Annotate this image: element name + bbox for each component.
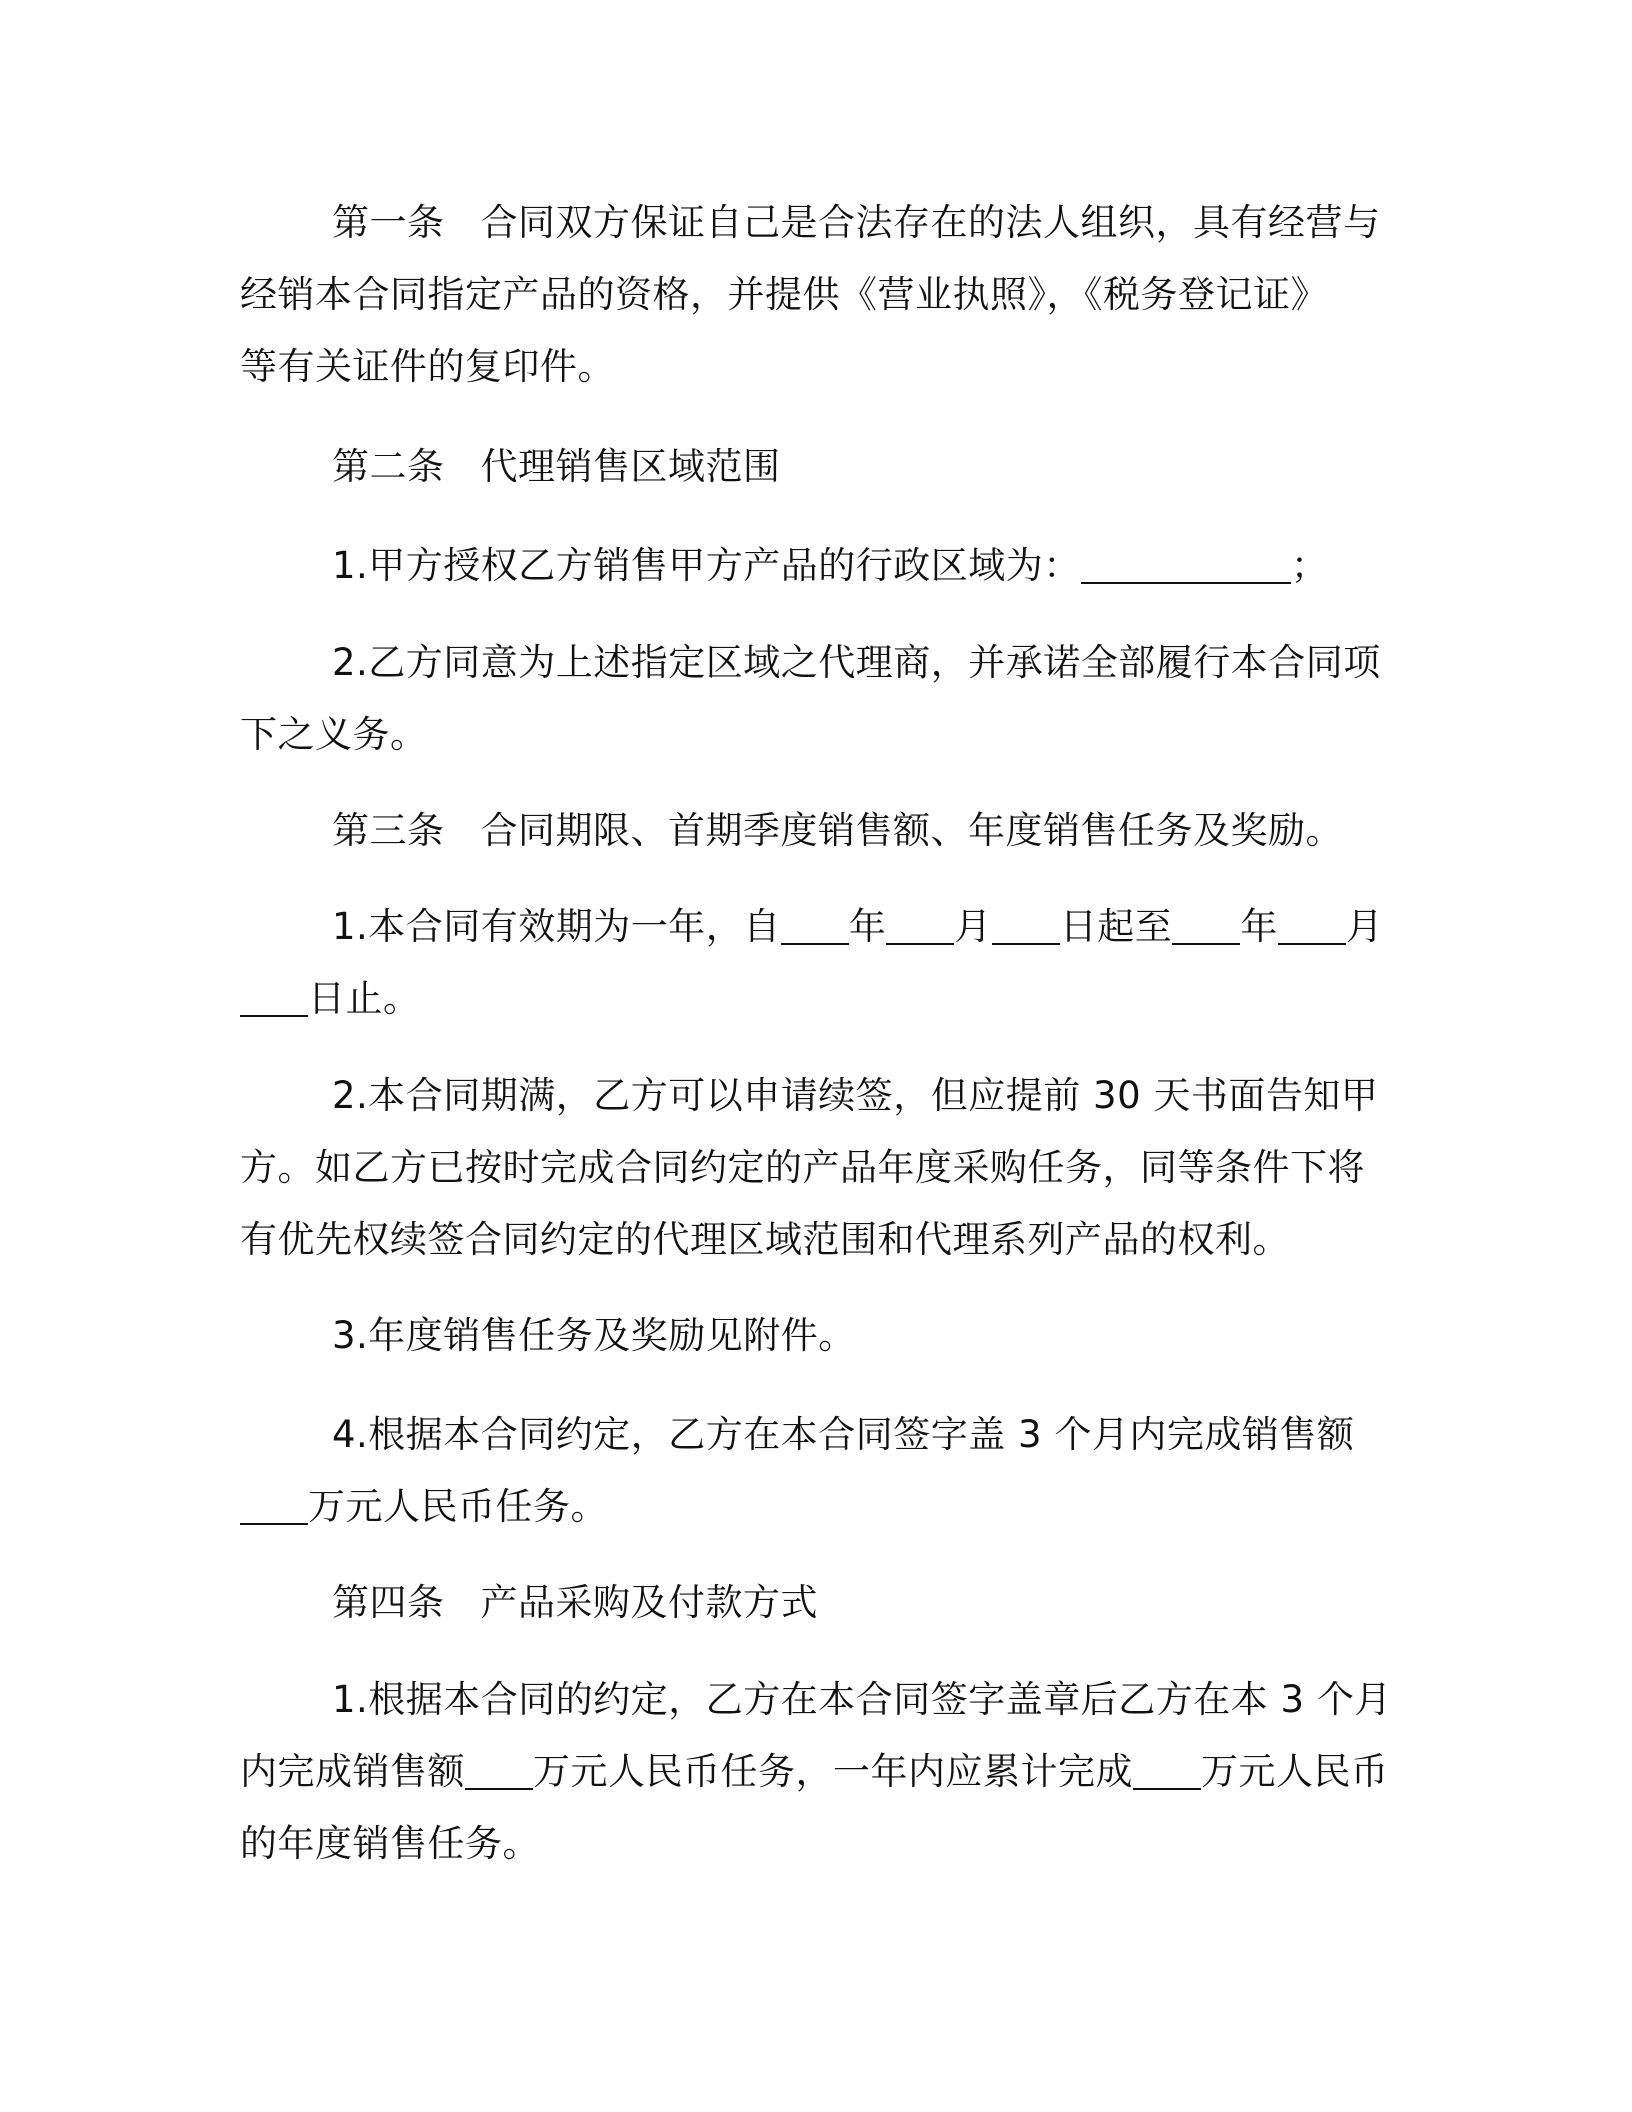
blank-field — [1081, 550, 1291, 584]
article-1-line-1: 第一条 合同双方保证自己是合法存在的法人组织，具有经营与 — [332, 201, 1381, 244]
blank-field — [992, 911, 1060, 945]
article-3-item-3: 3.年度销售任务及奖励见附件。 — [332, 1314, 856, 1357]
article-3-item-1: 1.本合同有效期为一年，自 年 月 日起至 年 月 日止。 — [240, 891, 1390, 1035]
blank-field — [1172, 911, 1240, 945]
article-3-item-4: 4.根据本合同约定，乙方在本合同签字盖 3 个月内完成销售额 万元人民币任务。 — [240, 1399, 1390, 1543]
article-1-line-2: 经销本合同指定产品的资格，并提供《营业执照》，《税务登记证》 — [240, 273, 1328, 316]
blank-field — [465, 1756, 533, 1790]
article-2-heading: 第二条 — [332, 445, 445, 488]
article-1-line-3: 等有关证件的复印件。 — [240, 345, 615, 388]
article-3-heading: 第三条 — [332, 809, 445, 852]
article-2-line: 第二条 代理销售区域范围 — [332, 445, 781, 488]
article-3: 第三条 合同期限、首期季度销售额、年度销售任务及奖励。 — [332, 809, 1343, 852]
blank-field — [1278, 911, 1346, 945]
article-4-heading: 第四条 — [332, 1581, 445, 1624]
blank-field — [781, 911, 849, 945]
blank-field — [240, 983, 308, 1017]
article-2 — [240, 431, 1390, 503]
blank-field — [1133, 1756, 1201, 1790]
article-1 — [240, 187, 1390, 403]
article-1-heading: 第一条 — [332, 201, 445, 244]
article-4-item-1: 1.根据本合同的约定，乙方在本合同签字盖章后乙方在本 3 个月 内完成销售额 万元人民币任务，一年内应累计完成 万元人民币 的年度销售任务。 — [240, 1678, 1392, 1865]
blank-field — [886, 911, 954, 945]
article-2-item-1: 1.甲方授权乙方销售甲方产品的行政区域为： ； — [332, 544, 1329, 587]
blank-field — [240, 1491, 308, 1525]
article-3-item-2: 2.本合同期满，乙方可以申请续签，但应提前 30 天书面告知甲 方。如乙方已按时完成合同约定的产品年度采购任务，同等条件下将 有优先权续签合同约定的代理区域范围和代理系列产品的权利。 — [240, 1074, 1379, 1261]
article-2-item-2: 2.乙方同意为上述指定区域之代理商，并承诺全部履行本合同项 下之义务。 — [240, 641, 1381, 756]
article-4: 第四条 产品采购及付款方式 — [332, 1581, 818, 1624]
